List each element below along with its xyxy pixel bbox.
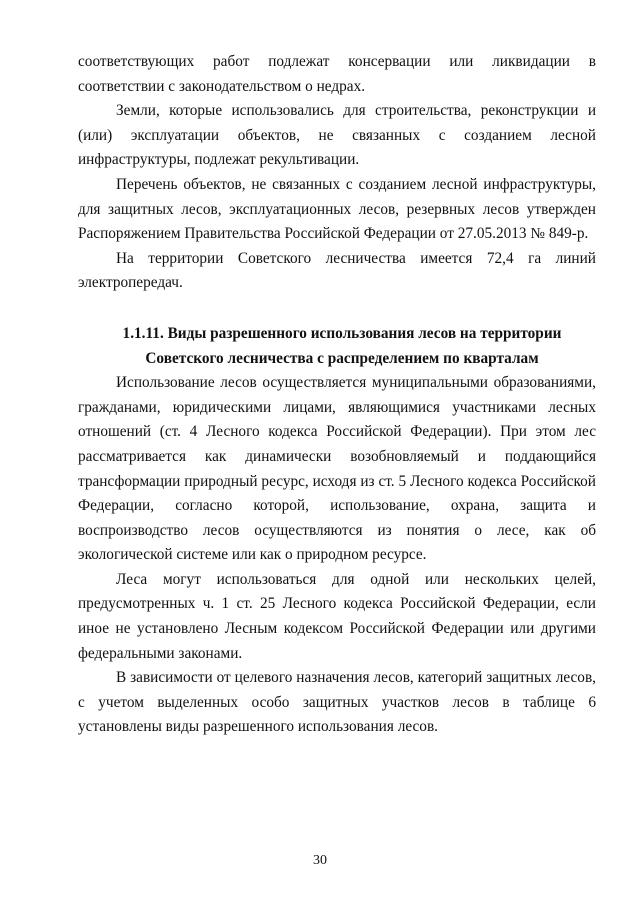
paragraph: Использование лесов осуществляется муниципальными образованиями, гражданами, юридическими лицами, являющимися участниками лесных отношений (ст. 4 Лесного кодекса Российской Федерации). При этом лес рассматривается как динамически возобновляемый и поддающийся трансформации природный ресурс, исходя из ст. 5 Лесного кодекса Российской Федерации, согласно которой, использование, охрана, защита и воспроизводство лесов осуществляются из понятия о лесе, как об экологической системе или как о природном ресурсе.: [78, 374, 596, 564]
paragraph: соответствующих работ подлежат консервации или ликвидации в соответствии с законодательством о недрах.: [78, 53, 596, 95]
section-heading: [78, 322, 596, 371]
document-page: [78, 50, 596, 740]
section-heading-line: 1.1.11. Виды разрешенного использования лесов на территории: [122, 324, 562, 342]
paragraph: Перечень объектов, не связанных с созданием лесной инфраструктуры, для защитных лесов, эксплуатационных лесов, резервных лесов утвержден Распоряжением Правительства Российской Федерации от 27.05.2013 № 849-р.: [78, 175, 596, 243]
paragraph: Леса могут использоваться для одной или нескольких целей, предусмотренных ч. 1 ст. 25 Лесного кодекса Российской Федерации, если иное не установлено Лесным кодексом Российской Федерации или другими федеральными законами.: [78, 570, 596, 662]
section-heading-line: Советского лесничества с распределением по кварталам: [145, 349, 539, 367]
page-number: 30: [313, 853, 327, 868]
paragraph: На территории Советского лесничества имеется 72,4 га линий электропередач.: [78, 249, 596, 292]
paragraph: Земли, которые использовались для строительства, реконструкции и (или) эксплуатации объектов, не связанных с созданием лесной инфраструктуры, подлежат рекультивации.: [78, 102, 596, 169]
paragraph: В зависимости от целевого назначения лесов, категорий защитных лесов, с учетом выделенных особо защитных участков лесов в таблице 6 установлены виды разрешенного использования лесов.: [78, 669, 596, 736]
section-spacer: [78, 296, 596, 322]
